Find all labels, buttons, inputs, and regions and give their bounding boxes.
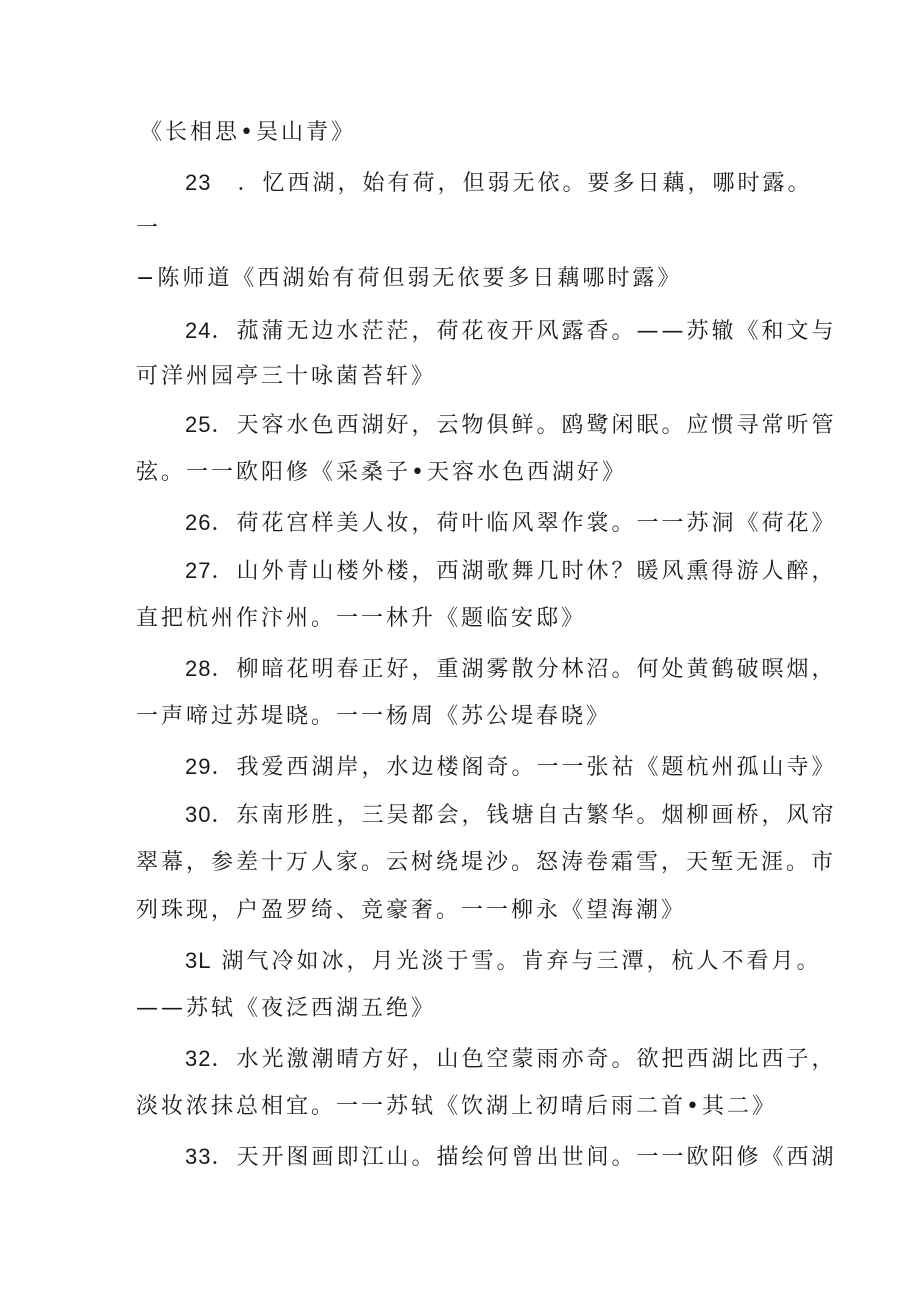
line-text: 一	[136, 216, 162, 241]
line-text: ——苏轼《夜泛西湖五绝》	[136, 996, 437, 1021]
text-line	[136, 604, 586, 634]
line-text: ．荷花宫样美人妆，荷叶临风翠作裳。一一苏洞《荷花》	[211, 511, 837, 536]
item-number: 29	[185, 754, 212, 779]
line-text: ．山外青山楼外楼，西湖歌舞几时休？暖风熏得游人醉，	[211, 559, 837, 584]
text-line	[185, 508, 837, 539]
item-number: 33	[185, 1144, 212, 1169]
text-line	[185, 654, 837, 685]
text-line	[185, 946, 821, 977]
line-text: 淡妆浓抹总相宜。一一苏轼《饮湖上初晴后雨二首•其二》	[136, 1094, 777, 1119]
text-line	[185, 800, 837, 831]
item-number: 30	[185, 802, 212, 827]
item-number: 25	[185, 412, 212, 437]
item-number: 28	[185, 656, 212, 681]
line-text: ．天容水色西湖好，云物俱鲜。鸥鹭闲眠。应惯寻常听管	[211, 413, 837, 438]
text-line	[185, 410, 837, 441]
line-text: −陈师道《西湖始有荷但弱无依要多日藕哪时露》	[136, 266, 683, 291]
line-text: ．菰蒲无边水茫茫，荷花夜开风露香。——苏辙《和文与	[211, 319, 837, 344]
line-text: 直把杭州作汴州。一一林升《题临安邸》	[136, 606, 587, 631]
item-number: 32	[185, 1046, 212, 1071]
text-line	[185, 316, 837, 347]
text-line	[136, 848, 836, 878]
text-line	[136, 214, 161, 244]
line-text: 《长相思•吴山青》	[140, 120, 356, 145]
text-line	[185, 168, 813, 199]
text-line	[185, 752, 837, 783]
line-text: ．柳暗花明春正好，重湖雾散分林沼。何处黄鹤破暝烟，	[211, 657, 837, 682]
text-line	[185, 1044, 837, 1075]
text-line	[136, 264, 682, 294]
line-text: 弦。一一欧阳修《采桑子•天容水色西湖好》	[136, 460, 627, 485]
text-line	[136, 896, 686, 926]
line-text: 列珠现，户盈罗绮、竞豪奢。一一柳永《望海潮》	[136, 898, 687, 923]
text-line	[136, 458, 627, 488]
line-text: 翠幕，参差十万人家。云树绕堤沙。怒涛卷霜雪，天堑无涯。市	[136, 850, 837, 875]
line-text: 湖气冷如冰，月光淡于雪。肯弃与三潭，杭人不看月。	[211, 949, 822, 974]
line-text: ．我爱西湖岸，水边楼阁奇。一一张祜《题杭州孤山寺》	[211, 755, 837, 780]
line-text: ．天开图画即江山。描绘何曾出世间。一一欧阳修《西湖	[211, 1145, 837, 1170]
text-line	[140, 118, 356, 148]
item-number: 24	[185, 318, 212, 343]
text-line	[185, 556, 837, 587]
line-text: 可洋州园亭三十咏菌苔轩》	[136, 364, 437, 389]
item-number: 3L	[185, 948, 212, 973]
text-line	[136, 994, 436, 1024]
item-number: 23	[185, 170, 212, 195]
line-text: ．东南形胜，三吴都会，钱塘自古繁华。烟柳画桥，风帘	[211, 803, 837, 828]
item-number: 26	[185, 510, 212, 535]
line-text: ．水光激潮晴方好，山色空蒙雨亦奇。欲把西湖比西子，	[211, 1047, 837, 1072]
text-line	[136, 1092, 777, 1122]
line-text: 一声啼过苏堤晓。一一杨周《苏公堤春晓》	[136, 704, 612, 729]
item-number: 27	[185, 558, 212, 583]
text-line	[136, 362, 436, 392]
text-line	[185, 1142, 837, 1173]
line-text: ．忆西湖，始有荷，但弱无依。要多日藕，哪时露。	[237, 171, 813, 196]
text-line	[136, 702, 611, 732]
